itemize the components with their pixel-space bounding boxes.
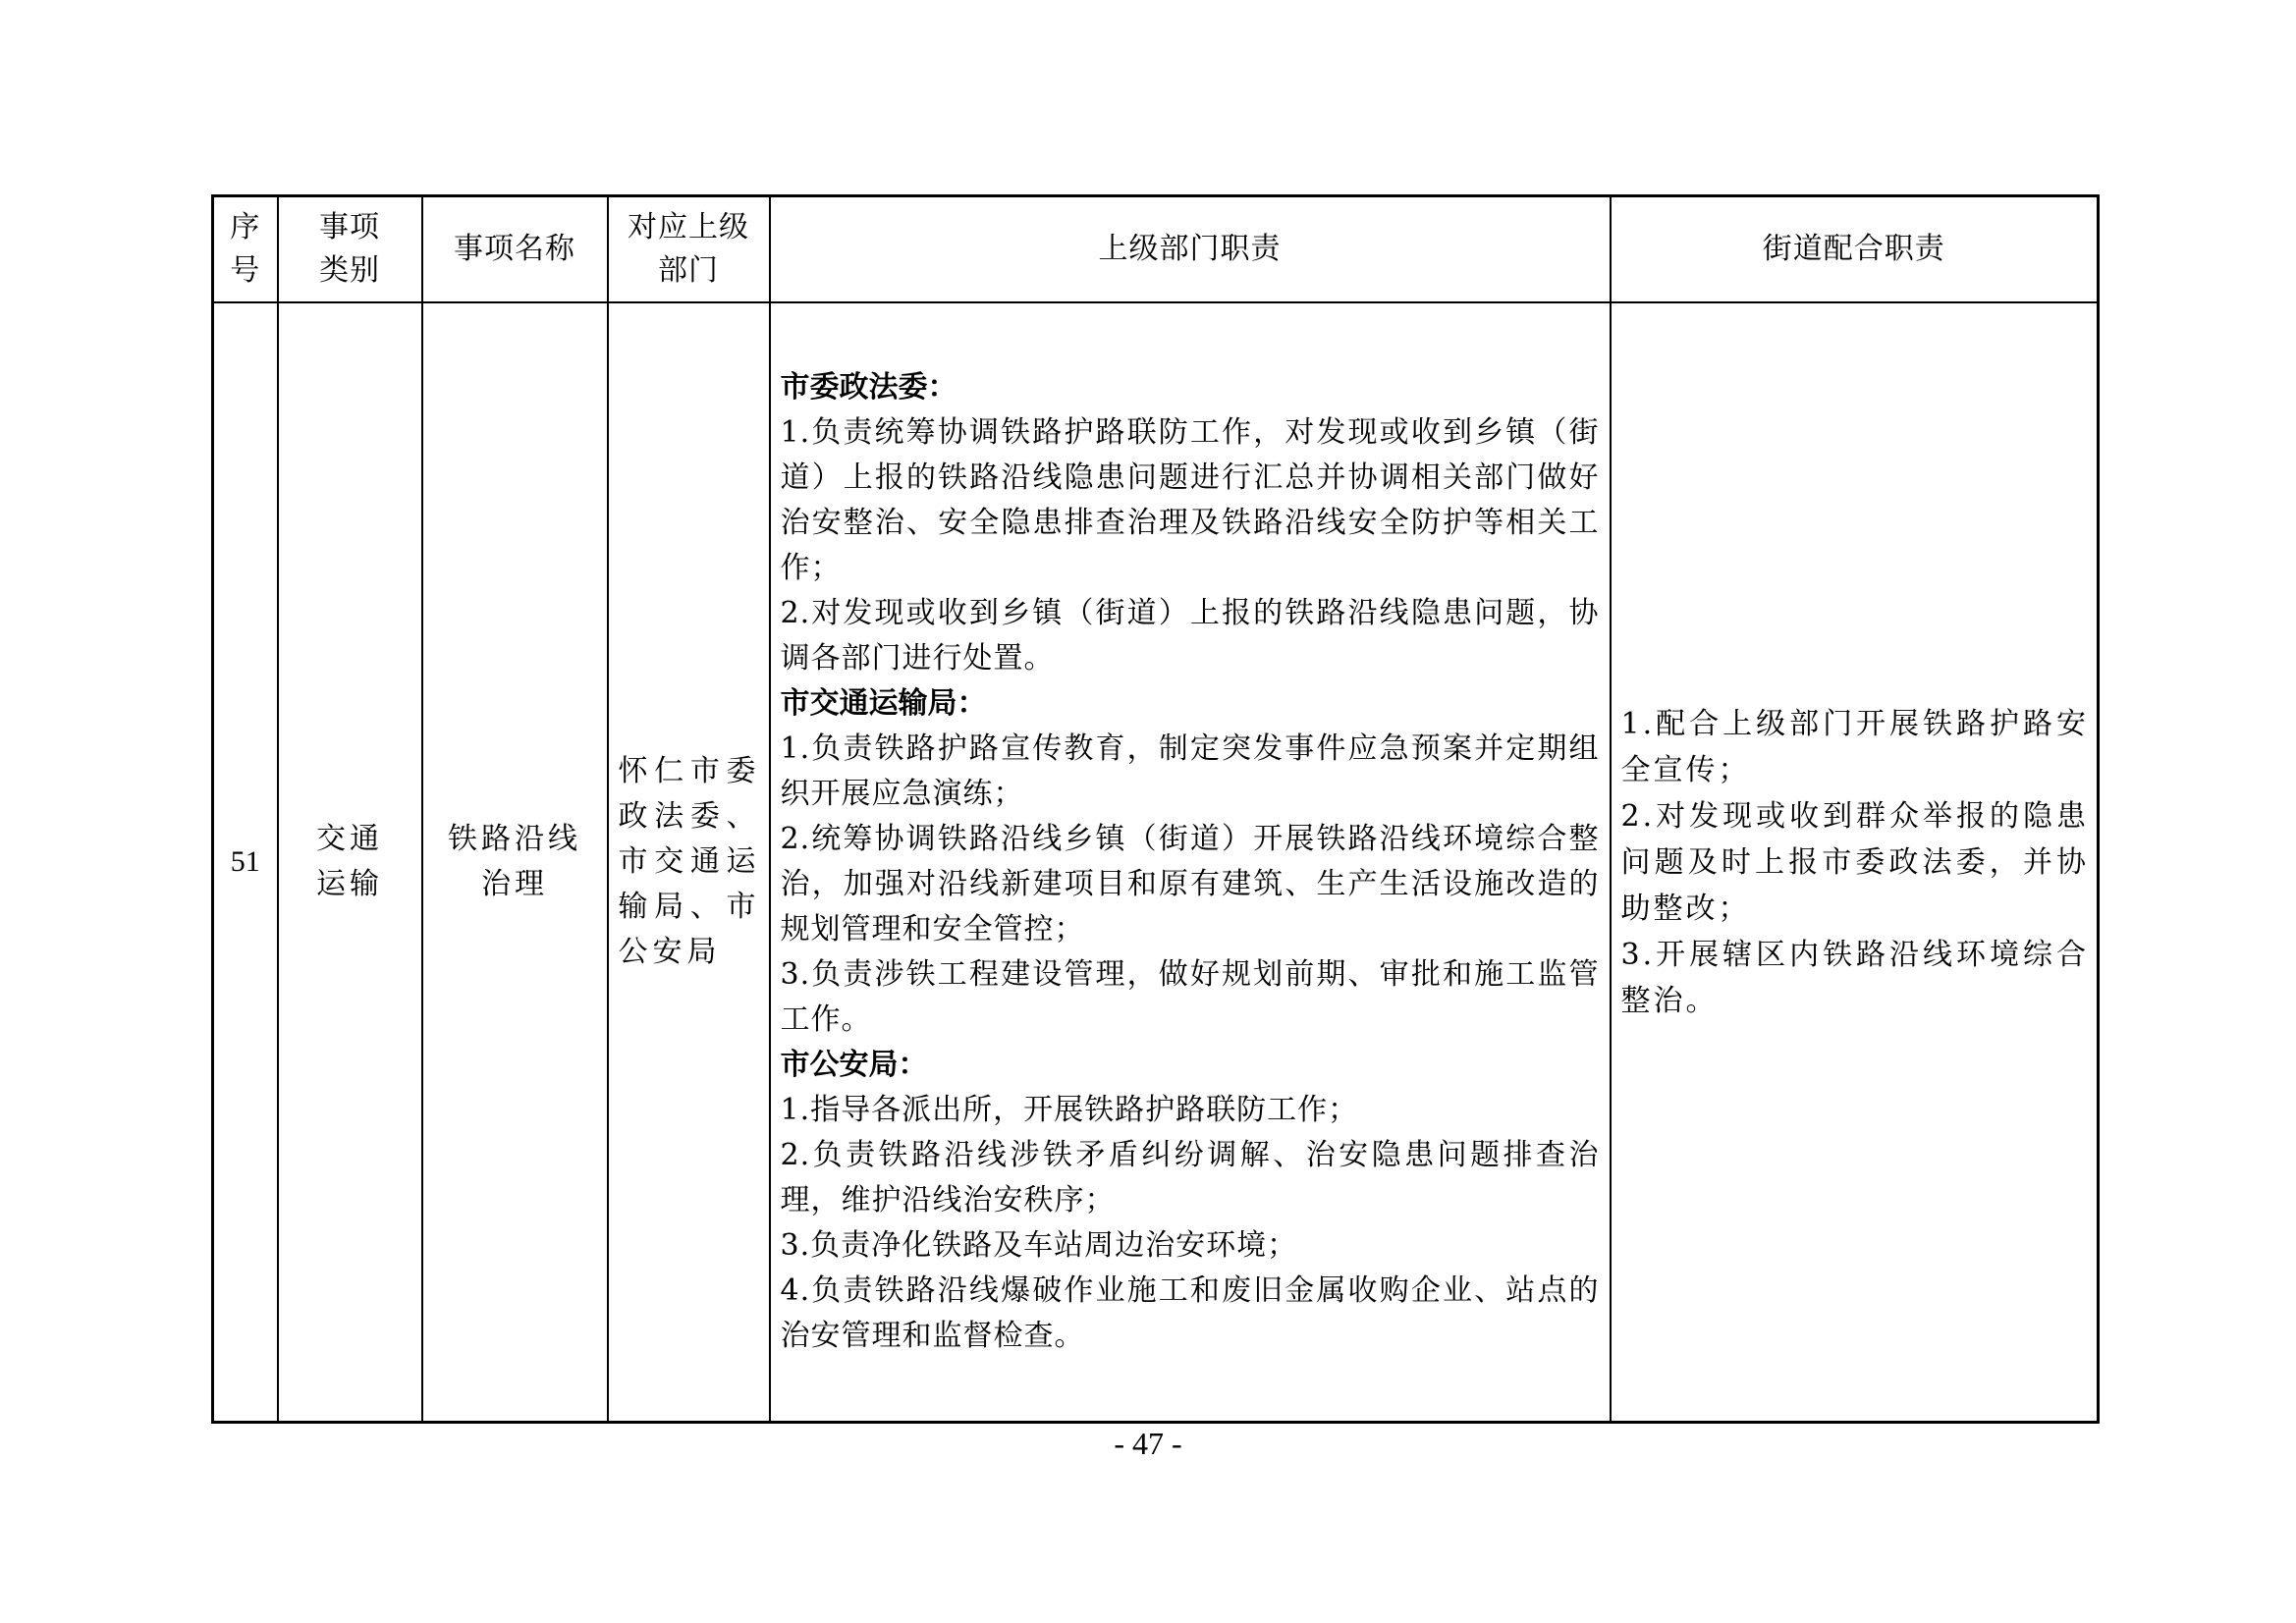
category-line2: 运输 <box>316 867 383 901</box>
duty-item: 3.负责涉铁工程建设管理，做好规划前期、审批和施工监管工作。 <box>780 957 1600 1037</box>
duty-block-jiaotong <box>781 681 1600 1043</box>
header-seq-line1: 序 <box>230 210 261 244</box>
header-dept-line1: 对应上级 <box>628 210 749 244</box>
duty-heading: 市交通运输局： <box>780 686 987 721</box>
duty-item: 2.对发现或收到乡镇（街道）上报的铁路沿线隐患问题，协调各部门进行处置。 <box>780 596 1600 676</box>
duty-heading: 市公安局： <box>780 1048 928 1082</box>
name-line1: 铁路沿线 <box>448 822 581 856</box>
page-number: - 47 - <box>1114 1426 1182 1461</box>
header-category-line2: 类别 <box>319 253 380 288</box>
street-duty-item: 3.开展辖区内铁路沿线环境综合整治。 <box>1620 937 2089 1018</box>
header-name: 事项名称 <box>422 196 608 303</box>
header-upper-duty: 上级部门职责 <box>770 196 1611 303</box>
cell-category <box>278 302 422 1423</box>
header-dept-line2: 部门 <box>658 253 719 288</box>
duty-heading: 市委政法委： <box>780 370 957 405</box>
duty-item: 1.负责铁路护路宣传教育，制定突发事件应急预案并定期组织开展应急演练； <box>780 731 1600 811</box>
header-dept <box>608 196 770 303</box>
duty-block-zhengfawei <box>781 365 1600 681</box>
duty-block-gongan <box>781 1043 1600 1359</box>
name-line2: 治理 <box>481 867 548 901</box>
cell-street-duty <box>1611 302 2099 1423</box>
table-header-row <box>213 196 2099 303</box>
header-seq-line2: 号 <box>230 253 261 288</box>
street-duty-item: 1.配合上级部门开展铁路护路安全宣传； <box>1620 706 2089 787</box>
duty-item: 1.指导各派出所，开展铁路护路联防工作； <box>780 1093 1359 1127</box>
category-line1: 交通 <box>316 822 383 856</box>
duty-item: 4.负责铁路沿线爆破作业施工和废旧金属收购企业、站点的治安管理和监督检查。 <box>780 1273 1600 1353</box>
duty-item: 2.统筹协调铁路沿线乡镇（街道）开展铁路沿线环境综合整治，加强对沿线新建项目和原有建筑、生产生活设施改造的规划管理和安全管控； <box>780 822 1600 947</box>
responsibility-table <box>211 194 2100 1424</box>
cell-dept <box>608 302 770 1423</box>
cell-name <box>422 302 608 1423</box>
cell-upper-duty <box>770 302 1611 1423</box>
table-row <box>213 302 2099 1423</box>
cell-seq: 51 <box>213 302 278 1423</box>
duty-item: 1.负责统筹协调铁路护路联防工作，对发现或收到乡镇（街道）上报的铁路沿线隐患问题进行汇总并协调相关部门做好治安整治、安全隐患排查治理及铁路沿线安全防护等相关工作； <box>780 415 1600 585</box>
street-duty-item: 2.对发现或收到群众举报的隐患问题及时上报市委政法委，并协助整改； <box>1620 798 2089 926</box>
dept-text: 怀仁市委政法委、市交通运输局、市公安局 <box>618 754 761 969</box>
header-seq <box>213 196 278 303</box>
header-street-duty: 街道配合职责 <box>1611 196 2099 303</box>
duty-item: 2.负责铁路沿线涉铁矛盾纠纷调解、治安隐患问题排查治理，维护沿线治安秩序； <box>780 1138 1600 1217</box>
header-category <box>278 196 422 303</box>
header-category-line1: 事项 <box>319 210 380 244</box>
duty-item: 3.负责净化铁路及车站周边治安环境； <box>780 1228 1298 1263</box>
